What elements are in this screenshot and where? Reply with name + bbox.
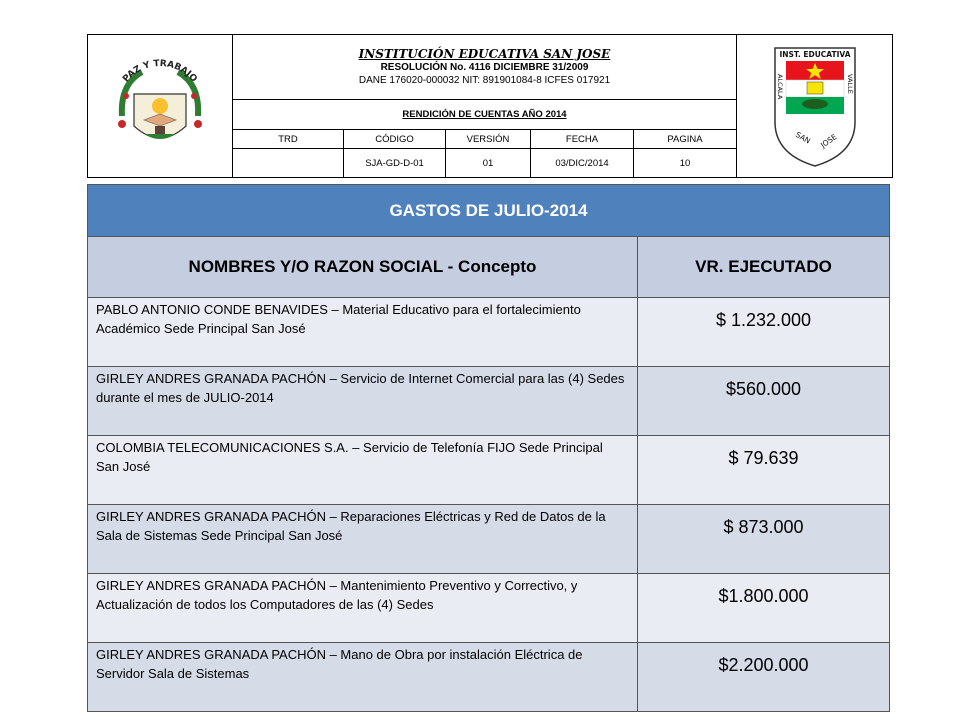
institution-name: INSTITUCIÓN EDUCATIVA SAN JOSE bbox=[358, 47, 611, 61]
seal-logo-icon bbox=[100, 46, 220, 166]
val-version: 01 bbox=[446, 149, 531, 178]
shield-bottom-left-text: SAN bbox=[793, 129, 812, 146]
val-pagina: 10 bbox=[634, 149, 737, 178]
table-row bbox=[88, 436, 890, 505]
col-codigo: CÓDIGO bbox=[344, 130, 446, 149]
row-amount: $560.000 bbox=[638, 367, 890, 436]
row-concept: GIRLEY ANDRES GRANADA PACHÓN – Mantenimiento Preventivo y Correctivo, y Actualización de todos los Computadores de las (4) Sedes bbox=[88, 574, 638, 643]
seal-motto: PAZ Y TRABAJO bbox=[121, 58, 199, 85]
col-fecha: FECHA bbox=[531, 130, 634, 149]
shield-logo-icon bbox=[771, 44, 859, 168]
shield-bottom-right-text: JOSE bbox=[818, 132, 839, 150]
row-concept: COLOMBIA TELECOMUNICACIONES S.A. – Servicio de Telefonía FIJO Sede Principal San José bbox=[88, 436, 638, 505]
resolution-text: RESOLUCIÓN No. 4116 DICIEMBRE 31/2009 bbox=[380, 62, 589, 73]
report-title: RENDICIÓN DE CUENTAS AÑO 2014 bbox=[233, 100, 737, 130]
col-version: VERSIÓN bbox=[446, 130, 531, 149]
col-pagina: PAGINA bbox=[634, 130, 737, 149]
shield-left-text: ALCALA bbox=[775, 74, 784, 100]
shield-right-text: VALLE bbox=[845, 74, 854, 94]
institution-block bbox=[233, 35, 737, 100]
right-logo bbox=[737, 35, 893, 178]
row-amount: $1.800.000 bbox=[638, 574, 890, 643]
table-row bbox=[88, 298, 890, 367]
document-header bbox=[87, 34, 893, 178]
row-concept: GIRLEY ANDRES GRANADA PACHÓN – Reparaciones Eléctricas y Red de Datos de la Sala de Sistemas Sede Principal San José bbox=[88, 505, 638, 574]
row-amount: $ 79.639 bbox=[638, 436, 890, 505]
column-header-amount: VR. EJECUTADO bbox=[638, 237, 890, 298]
shield-top-text: INST. EDUCATIVA bbox=[778, 50, 851, 59]
expenses-table bbox=[87, 184, 890, 712]
row-concept: PABLO ANTONIO CONDE BENAVIDES – Material Educativo para el fortalecimiento Académico Sede Principal San José bbox=[88, 298, 638, 367]
table-row bbox=[88, 643, 890, 712]
col-trd: TRD bbox=[233, 130, 344, 149]
row-amount: $2.200.000 bbox=[638, 643, 890, 712]
column-header-concept: NOMBRES Y/O RAZON SOCIAL - Concepto bbox=[88, 237, 638, 298]
table-row bbox=[88, 367, 890, 436]
val-codigo: SJA-GD-D-01 bbox=[344, 149, 446, 178]
table-title: GASTOS DE JULIO-2014 bbox=[88, 185, 890, 237]
row-concept: GIRLEY ANDRES GRANADA PACHÓN – Mano de Obra por instalación Eléctrica de Servidor Sala de Sistemas bbox=[88, 643, 638, 712]
table-row bbox=[88, 505, 890, 574]
table-row bbox=[88, 574, 890, 643]
left-logo bbox=[88, 35, 233, 178]
row-concept: GIRLEY ANDRES GRANADA PACHÓN – Servicio de Internet Comercial para las (4) Sedes durante el mes de JULIO-2014 bbox=[88, 367, 638, 436]
row-amount: $ 873.000 bbox=[638, 505, 890, 574]
val-fecha: 03/DIC/2014 bbox=[531, 149, 634, 178]
row-amount: $ 1.232.000 bbox=[638, 298, 890, 367]
dane-nit-icfes: DANE 176020-000032 NIT: 891901084-8 ICFES 017921 bbox=[358, 75, 611, 86]
val-trd bbox=[233, 149, 344, 178]
